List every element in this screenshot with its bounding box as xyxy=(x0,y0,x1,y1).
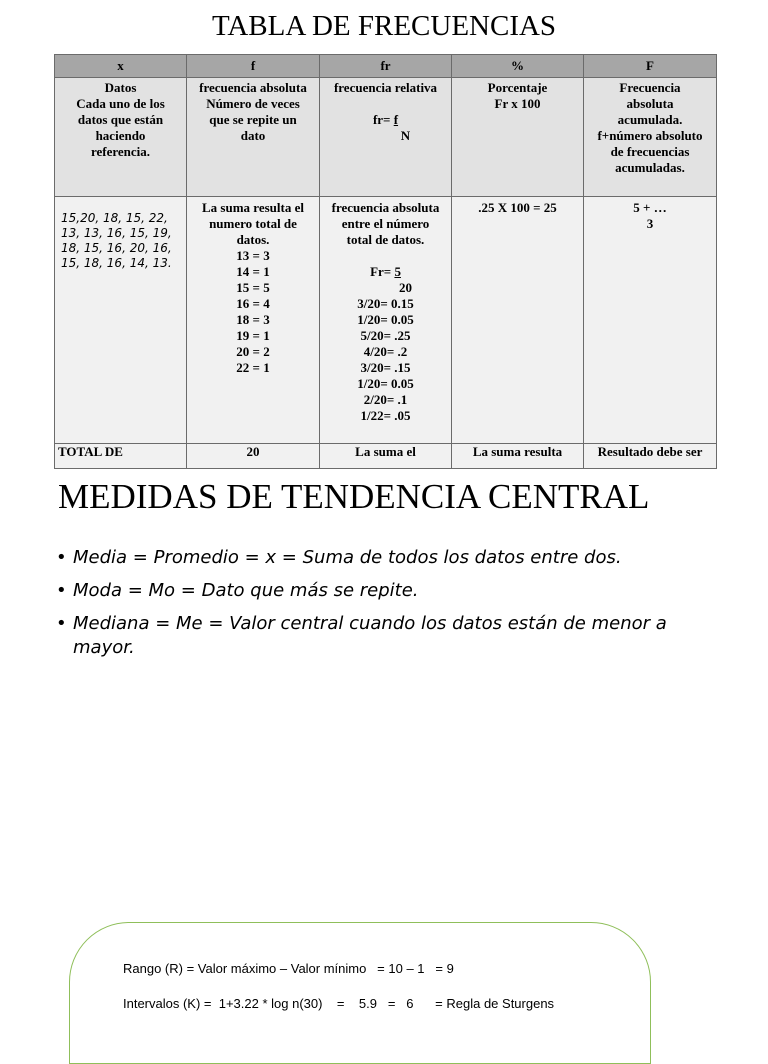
desc-x: Datos Cada uno de los datos que están haciendo referencia. xyxy=(55,78,187,197)
header-F: F xyxy=(584,55,717,78)
example-fr: frecuencia absoluta entre el número total de datos. Fr= 5 20 3/20= 0.15 1/20= 0.05 5/20= .25 4/20= .2 3/20= .15 1/20= 0.05 2/20= .1 1/22= .05 xyxy=(320,197,452,444)
example-f: La suma resulta el numero total de datos. 13 = 3 14 = 1 15 = 5 16 = 4 18 = 3 19 = 1 20 = 2 22 = 1 xyxy=(187,197,320,444)
header-fr: fr xyxy=(320,55,452,78)
list-item-media: • Media = Promedio = x = Suma de todos los datos entre dos. xyxy=(56,547,622,568)
desc-fr: frecuencia relativa fr= f N xyxy=(320,78,452,197)
header-percent: % xyxy=(452,55,584,78)
desc-percent: Porcentaje Fr x 100 xyxy=(452,78,584,197)
page-title: TABLA DE FRECUENCIAS xyxy=(211,10,557,42)
desc-f: frecuencia absoluta Número de veces que se repite un dato xyxy=(187,78,320,197)
rango-formula: Rango (R) = Valor máximo – Valor mínimo = 10 – 1 = 9 xyxy=(123,961,454,976)
example-F: 5 + … 3 xyxy=(584,197,717,444)
table-header-row xyxy=(55,55,717,78)
header-f: f xyxy=(187,55,320,78)
intervalos-formula: Intervalos (K) = 1+3.22 * log n(30) = 5.9 = 6 = Regla de Sturgens xyxy=(123,996,555,1011)
bullet-icon: • xyxy=(56,613,67,634)
total-fr: La suma el xyxy=(320,444,452,469)
total-percent: La suma resulta xyxy=(452,444,584,469)
example-x-data: 15,20, 18, 15, 22, 13, 13, 16, 15, 19, 18, 15, 16, 20, 16, 15, 18, 16, 14, 13. xyxy=(55,197,187,444)
fr-formula: fr= f xyxy=(372,112,399,127)
frequency-table-container xyxy=(54,54,716,459)
total-F: Resultado debe ser xyxy=(584,444,717,469)
header-x: x xyxy=(55,55,187,78)
bullet-icon: • xyxy=(56,547,67,568)
total-f: 20 xyxy=(187,444,320,469)
frequency-table xyxy=(54,54,717,469)
section-title: MEDIDAS DE TENDENCIA CENTRAL xyxy=(58,477,650,516)
fr-example-formula: Fr= 5 xyxy=(370,264,401,279)
formula-panel xyxy=(69,922,651,1064)
list-item-moda: • Moda = Mo = Dato que más se repite. xyxy=(56,580,419,601)
example-row xyxy=(55,197,717,444)
central-tendency-list xyxy=(56,546,696,669)
totals-row xyxy=(55,444,717,469)
bullet-icon: • xyxy=(56,580,67,601)
total-x: TOTAL DE xyxy=(55,444,187,469)
description-row xyxy=(55,78,717,197)
example-percent: .25 X 100 = 25 xyxy=(452,197,584,444)
list-item-mediana: • Mediana = Me = Valor central cuando los datos están de menor a mayor. xyxy=(56,613,667,658)
desc-F: Frecuencia absoluta acumulada. f+número absoluto de frecuencias acumuladas. xyxy=(584,78,717,197)
